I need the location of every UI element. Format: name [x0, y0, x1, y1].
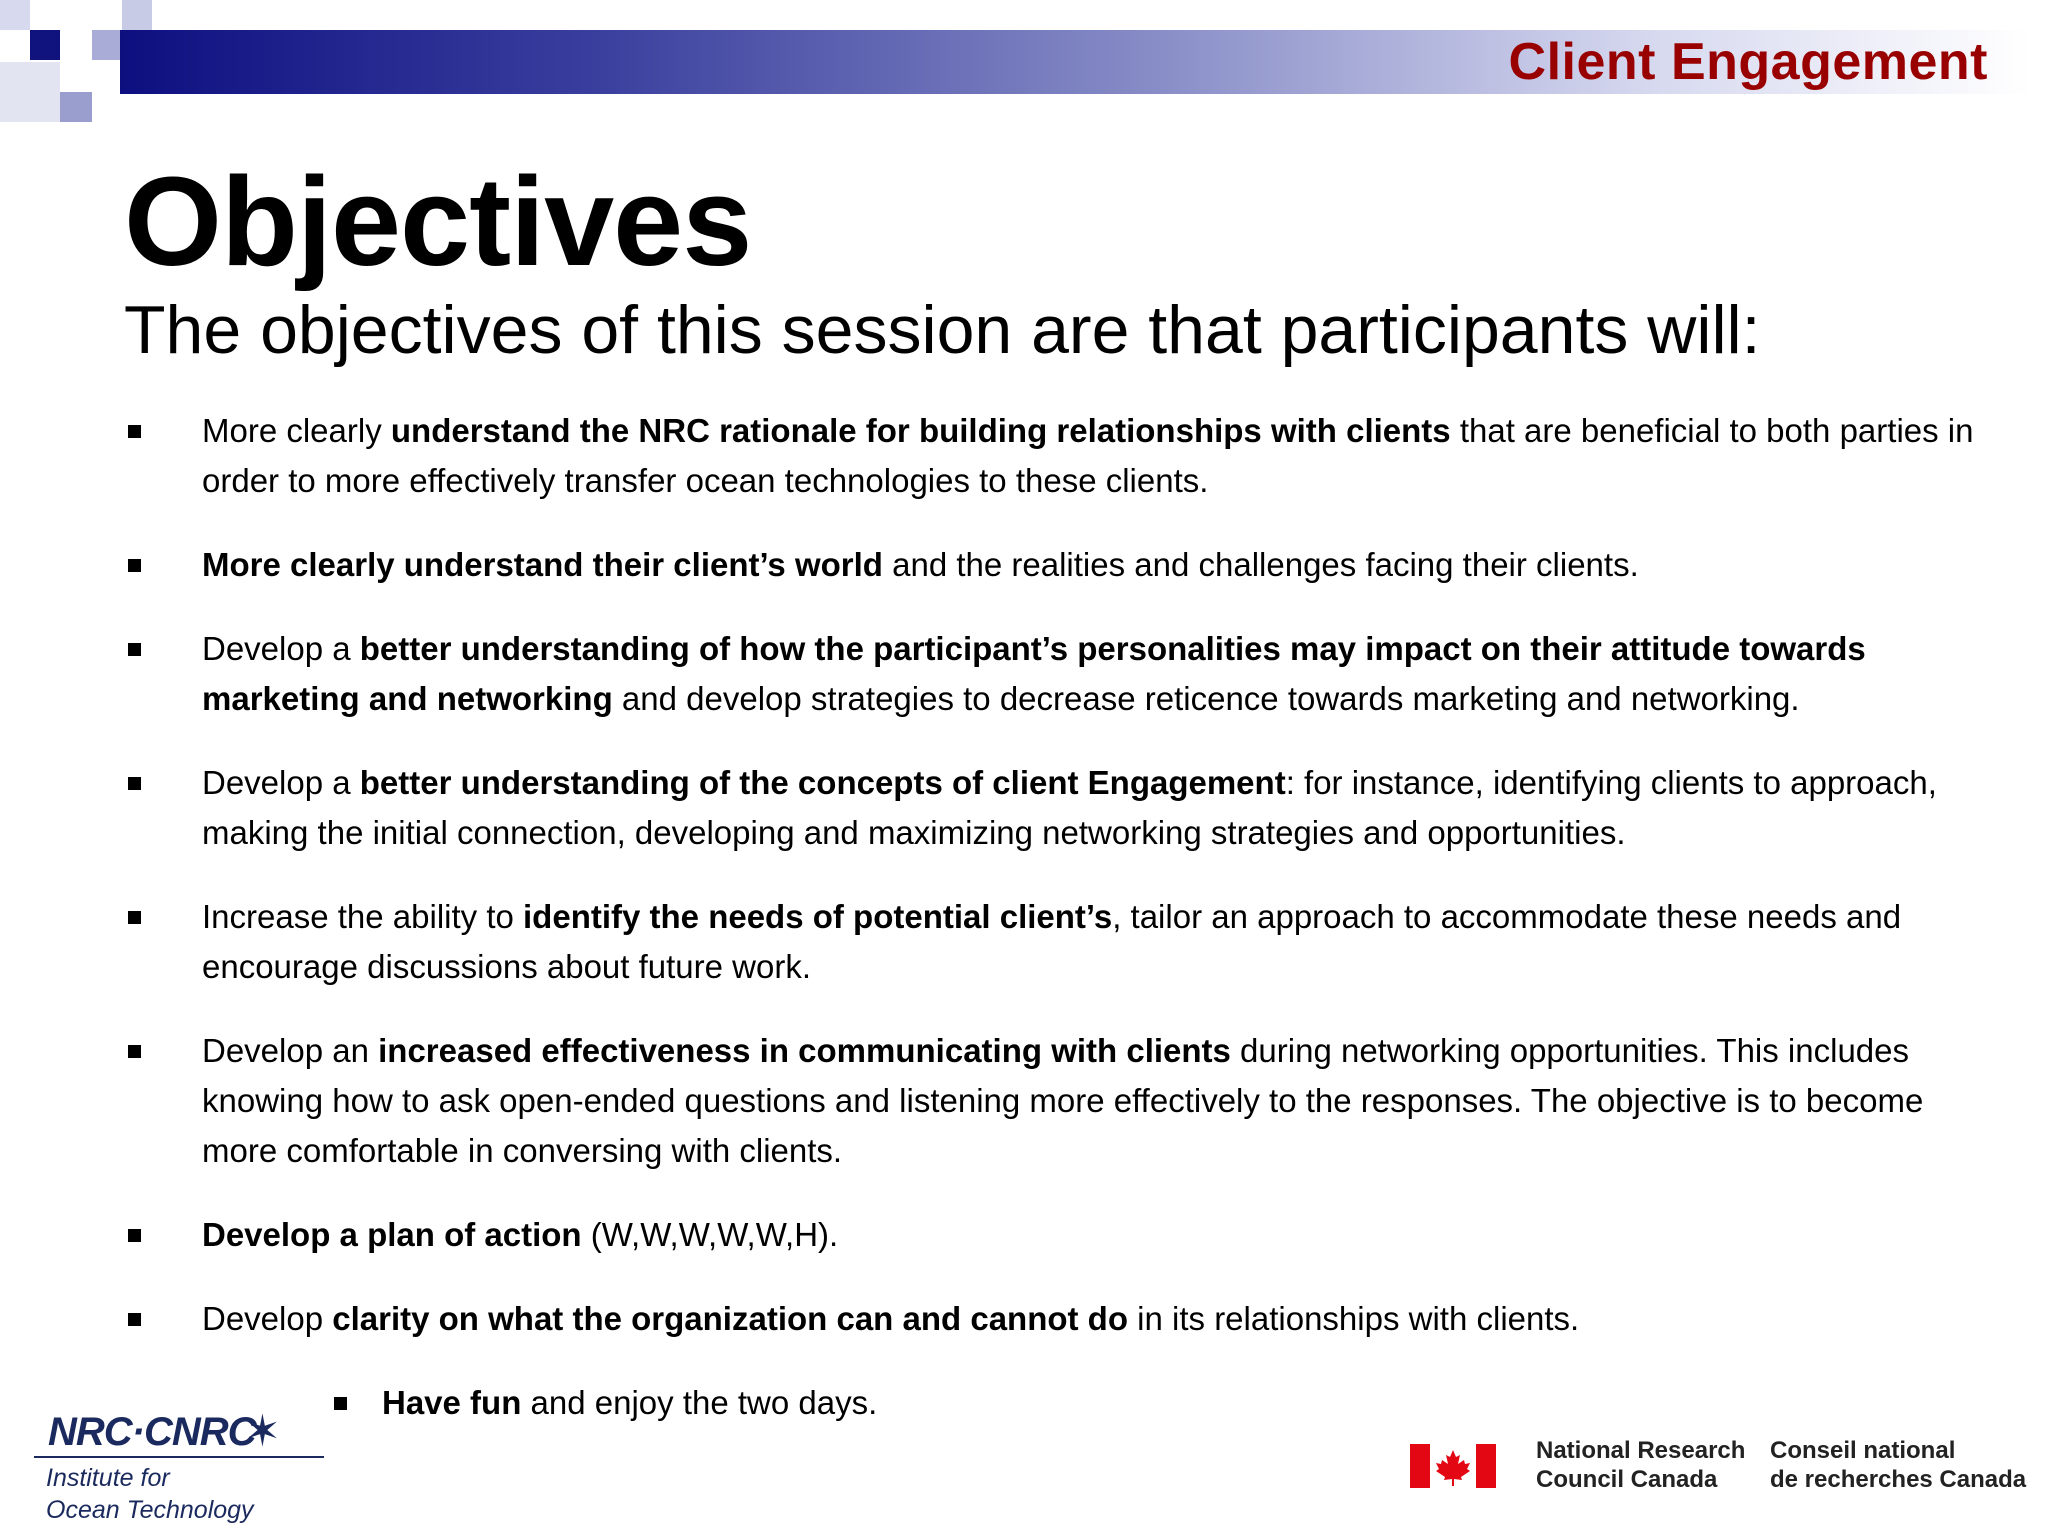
objective-item-last [330, 1378, 1782, 1428]
institute-line-1: Institute for [46, 1464, 170, 1492]
objective-text-post: during networking opportunities. This includes knowing how to ask open-ended questions and listening more effectively to the responses. The objective is to become more comfortable in conversing with clients. [202, 1032, 1924, 1169]
objective-text-post: and enjoy the two days. [521, 1384, 878, 1421]
org-fr-line-2: de recherches Canada [1770, 1466, 2027, 1493]
page-subtitle: The objectives of this session are that participants will: [124, 292, 1761, 368]
objective-text-bold: better understanding of the concepts of client Engagement [359, 764, 1286, 801]
square-bullet-icon [128, 911, 141, 924]
objective-text-bold: increased effectiveness in communicating with clients [378, 1032, 1231, 1069]
objective-item [124, 406, 2004, 506]
objective-text-bold: better understanding of how the participant’s personalities may impact on their attitude towards marketing and networking [202, 630, 1866, 717]
objective-text-bold: More clearly understand their client’s world [202, 546, 883, 583]
org-name-english [1536, 1436, 1745, 1494]
square-bullet-icon [128, 1045, 141, 1058]
objective-item [124, 758, 2004, 858]
org-fr-line-1: Conseil national [1770, 1437, 1956, 1464]
objective-text-pre: Develop an [202, 1032, 379, 1069]
nrc-iot-logo [34, 1407, 334, 1524]
objective-text-post: in its relationships with clients. [1128, 1300, 1580, 1337]
objective-item [124, 892, 2004, 992]
objective-text-post: and the realities and challenges facing their clients. [882, 546, 1639, 583]
header-title: Client Engagement [1508, 33, 1988, 91]
objective-text-bold: understand the NRC rationale for building relationships with clients [390, 412, 1451, 449]
square-bullet-icon [128, 1229, 141, 1242]
square-bullet-icon [128, 425, 141, 438]
objective-text-pre: More clearly [202, 412, 391, 449]
objective-text-post: and develop strategies to decrease reticence towards marketing and networking. [612, 680, 1800, 717]
objective-text-pre: Increase the ability to [202, 898, 524, 935]
org-en-line-1: National Research [1536, 1437, 1746, 1464]
objective-text-pre: Develop a [202, 630, 360, 667]
square-bullet-icon [128, 1313, 141, 1326]
objectives-list [124, 406, 2004, 1378]
square-bullet-icon [128, 559, 141, 572]
objective-item [124, 1210, 2004, 1260]
objective-text-post: (W,W,W,W,W,H). [581, 1216, 839, 1253]
square-bullet-icon [128, 777, 141, 790]
objective-text-post: : for instance, identifying clients to approach, making the initial connection, developing and maximizing networking strategies and opportunities. [202, 764, 1937, 851]
nrc-logo-mark: NRC·CNRC [48, 1410, 256, 1454]
objective-text-bold: Develop a plan of action [202, 1216, 582, 1253]
objective-text-post: that are beneficial to both parties in order to more effectively transfer ocean technologies to these clients. [202, 412, 1974, 499]
logo-divider [34, 1456, 324, 1458]
objective-text-pre: Develop [202, 1300, 333, 1337]
objective-text-bold: Have fun [382, 1384, 522, 1421]
org-en-line-2: Council Canada [1536, 1466, 1718, 1493]
objective-item [124, 540, 2004, 590]
objective-item [124, 1294, 2004, 1344]
institute-name [46, 1462, 254, 1526]
objective-text-pre: Develop a [202, 764, 360, 801]
page-title: Objectives [124, 151, 752, 292]
institute-line-2: Ocean Technology [46, 1496, 254, 1524]
objective-text-bold: clarity on what the organization can and cannot do [332, 1300, 1128, 1337]
objective-item [124, 624, 2004, 724]
org-name-french [1770, 1436, 2026, 1494]
square-bullet-icon [334, 1397, 347, 1410]
canada-flag-icon [1410, 1444, 1496, 1488]
objective-item [124, 1026, 2004, 1176]
star-icon: ✶ [244, 1407, 281, 1456]
square-bullet-icon [128, 643, 141, 656]
objective-text-bold: identify the needs of potential client’s [523, 898, 1113, 935]
objective-text-post: , tailor an approach to accommodate these needs and encourage discussions about future work. [202, 898, 1902, 985]
